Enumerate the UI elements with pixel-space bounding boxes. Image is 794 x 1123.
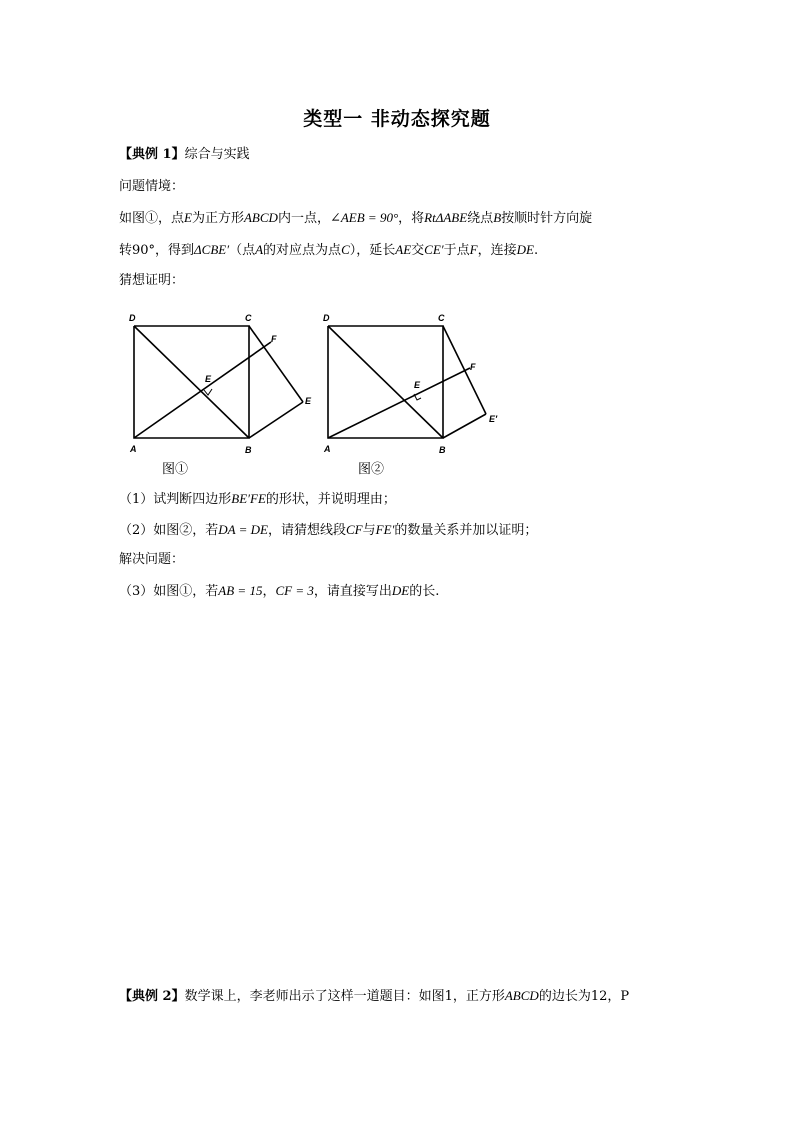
fig1-label-a: A [130, 444, 137, 454]
figure-1-caption: 图① [162, 462, 189, 477]
fig2-label-f: F [470, 362, 476, 372]
text-run: 交 [411, 243, 425, 258]
math-run: B [493, 210, 502, 225]
example1-heading [119, 146, 250, 164]
text-run: 如图①，若 [153, 584, 219, 599]
solve-label: 解决问题： [119, 552, 185, 567]
text-run: ，请直接写出 [313, 584, 392, 599]
fig1-label-f: F [271, 334, 277, 344]
figure-1-diagram [120, 308, 320, 458]
text-run: ，P [607, 989, 630, 1004]
text-run: 按顺时针方向旋 [501, 211, 593, 226]
example1-tag: 【典例 1】 [119, 147, 185, 162]
situation-label: 问题情境： [119, 179, 185, 194]
problem-paragraph-line1 [119, 209, 592, 228]
text-run: ），延长 [349, 243, 396, 258]
math-run: CF = 3 [275, 583, 314, 598]
math-run: BE′FE [231, 491, 266, 506]
text-run: ，将 [398, 211, 425, 226]
text-run: 的形状，并说明理由； [265, 492, 396, 507]
question-number: （2） [119, 523, 154, 538]
fig1-label-c: C [245, 313, 252, 323]
fig2-label-e-prime: E′ [489, 414, 498, 424]
text-run: ， [262, 584, 276, 599]
math-run: ∠AEB = 90° [329, 210, 399, 225]
figure-2-diagram [314, 308, 514, 458]
question-3 [119, 582, 439, 601]
fig1-label-e-inner: E [205, 374, 212, 384]
text-run: 数学课上，李老师出示了这样一道题目：如图1，正方形 [184, 989, 505, 1004]
math-run: FE′ [375, 522, 395, 537]
text-run: 试判断四边形 [153, 492, 232, 507]
text-run: 如图①，点 [119, 211, 185, 226]
text-run: 的对应点为点 [263, 243, 342, 258]
fig2-label-c: C [438, 313, 445, 323]
fig2-label-b: B [439, 445, 446, 455]
page-title: 类型一 非动态探究题 [303, 108, 491, 130]
text-run: 的边长为 [538, 989, 591, 1004]
text-run: 如图②，若 [153, 523, 219, 538]
math-run: ABCD [504, 988, 539, 1003]
math-run: A [255, 242, 264, 257]
text-run: （点 [229, 243, 256, 258]
guess-label: 猜想证明： [119, 273, 185, 288]
math-run: ABCD [243, 210, 278, 225]
math-run: DE [391, 583, 410, 598]
text-run: 的数量关系并加以证明； [394, 523, 538, 538]
problem-paragraph-line2 [119, 241, 538, 260]
math-run: 12 [590, 989, 608, 1004]
question-1 [119, 490, 396, 509]
math-run: F [469, 242, 478, 257]
text-run: ，连接 [477, 243, 517, 258]
example2-intro [119, 987, 629, 1006]
example1-topic: 综合与实践 [184, 147, 250, 162]
fig1-label-b: B [245, 445, 252, 455]
fig1-label-e-outer: E [305, 396, 312, 406]
text-run: 于点 [443, 243, 470, 258]
text-run: 转90°，得到 [119, 243, 195, 258]
math-run: ΔCBE′ [194, 242, 230, 257]
math-run: CE′ [424, 242, 444, 257]
math-run: RtΔABE [424, 210, 468, 225]
text-run: ，请猜想线段 [268, 523, 347, 538]
fig1-label-d: D [129, 313, 136, 323]
text-run: 内一点， [277, 211, 330, 226]
question-number: （3） [119, 584, 154, 599]
question-2 [119, 521, 537, 540]
math-run: CF [346, 522, 363, 537]
text-run: 绕点 [467, 211, 494, 226]
text-run: . [533, 243, 539, 258]
fig2-label-d: D [323, 313, 330, 323]
fig2-label-e-inner: E [414, 380, 421, 390]
text-run: 的长. [409, 584, 440, 599]
math-run: E [184, 210, 192, 225]
question-number: （1） [119, 492, 154, 507]
math-run: C [341, 242, 350, 257]
text-run: 为正方形 [191, 211, 244, 226]
fig2-label-a: A [324, 444, 331, 454]
text-run: 与 [362, 523, 376, 538]
math-run: DA = DE [218, 522, 268, 537]
math-run: AE [395, 242, 412, 257]
figure-2-caption: 图② [358, 462, 385, 477]
math-run: DE [516, 242, 534, 257]
example2-tag: 【典例 2】 [119, 989, 185, 1004]
math-run: AB = 15 [218, 583, 263, 598]
